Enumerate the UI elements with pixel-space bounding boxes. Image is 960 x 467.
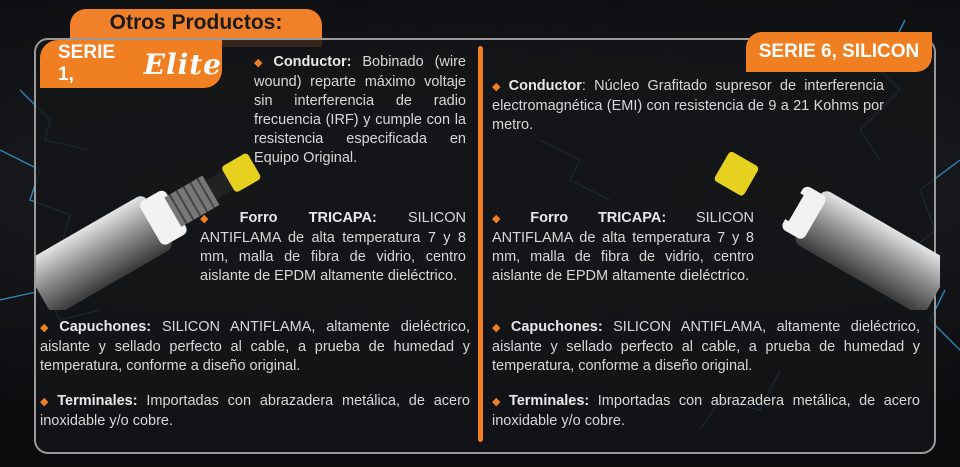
- left-forro-text: [200, 209, 466, 286]
- bullet-icon: ◆: [492, 213, 527, 225]
- series-6-label: SERIE 6, SILICON: [758, 41, 920, 62]
- right-capuchones-label: Capuchones:: [510, 319, 603, 335]
- elite-logo-text: Elite: [143, 47, 222, 81]
- bullet-icon: ◆: [254, 57, 270, 69]
- right-terminales-desc: Importadas con abrazadera metálica, de acero inoxidable y/o cobre.: [492, 393, 920, 429]
- left-terminales-label: Terminales:: [57, 393, 138, 409]
- right-capuchones-text: [492, 318, 920, 376]
- section-title: Otros Productos:: [109, 11, 283, 34]
- right-forro-text: [492, 209, 754, 286]
- left-terminales-text: [40, 392, 470, 431]
- left-conductor-text: [254, 53, 466, 168]
- left-conductor-label: Conductor:: [273, 54, 352, 70]
- left-capuchones-label: Capuchones:: [59, 319, 152, 335]
- bullet-icon: ◆: [40, 322, 56, 334]
- series-1-badge: [40, 40, 222, 88]
- right-conductor-label: Conductor: [508, 78, 582, 94]
- left-capuchones-desc: SILICON ANTIFLAMA, altamente dieléctrico, aislante y sellado perfecto al cable, a prueba de humedad y temperatura, conforme a diseño original.: [40, 319, 471, 374]
- left-forro-label: Forro TRICAPA:: [239, 210, 377, 226]
- left-capuchones-text: [40, 318, 470, 376]
- right-forro-desc: SILICON ANTIFLAMA de alta temperatura 7 y 8 mm, malla de fibra de vidrio, centro aislante de EPDM altamente dieléctrico.: [492, 210, 754, 284]
- right-terminales-label: Terminales:: [508, 393, 590, 409]
- column-divider: [478, 46, 483, 442]
- left-conductor-desc: Bobinado (wire wound) reparte máximo voltaje sin interferencia de radio frecuencia (IRF) y cumple con la resistencia especificada en Equipo Original.: [254, 54, 466, 166]
- right-conductor-desc: : Núcleo Grafitado supresor de interferencia electromagnética (EMI) con resistencia de 9 a 21 Kohms por metro.: [492, 78, 884, 133]
- right-capuchones-desc: SILICON ANTIFLAMA, altamente dieléctrico, aislante y sellado perfecto al cable, a prueba de humedad y temperatura, conforme a diseño original.: [492, 319, 921, 374]
- bullet-icon: ◆: [40, 396, 54, 408]
- bullet-icon: ◆: [200, 213, 236, 225]
- left-terminales-desc: Importadas con abrazadera metálica, de acero inoxidable y/o cobre.: [40, 393, 470, 429]
- bullet-icon: ◆: [492, 322, 507, 334]
- bullet-icon: ◆: [492, 396, 505, 408]
- series-1-label: SERIE 1,: [58, 42, 116, 85]
- series-6-badge: [746, 32, 932, 72]
- bullet-icon: ◆: [492, 81, 505, 93]
- right-conductor-text: [492, 77, 884, 135]
- right-terminales-text: [492, 392, 920, 431]
- right-forro-label: Forro TRICAPA:: [530, 210, 667, 226]
- left-forro-desc: SILICON ANTIFLAMA de alta temperatura 7 y 8 mm, malla de fibra de vidrio, centro aislante de EPDM altamente dieléctrico.: [200, 210, 466, 284]
